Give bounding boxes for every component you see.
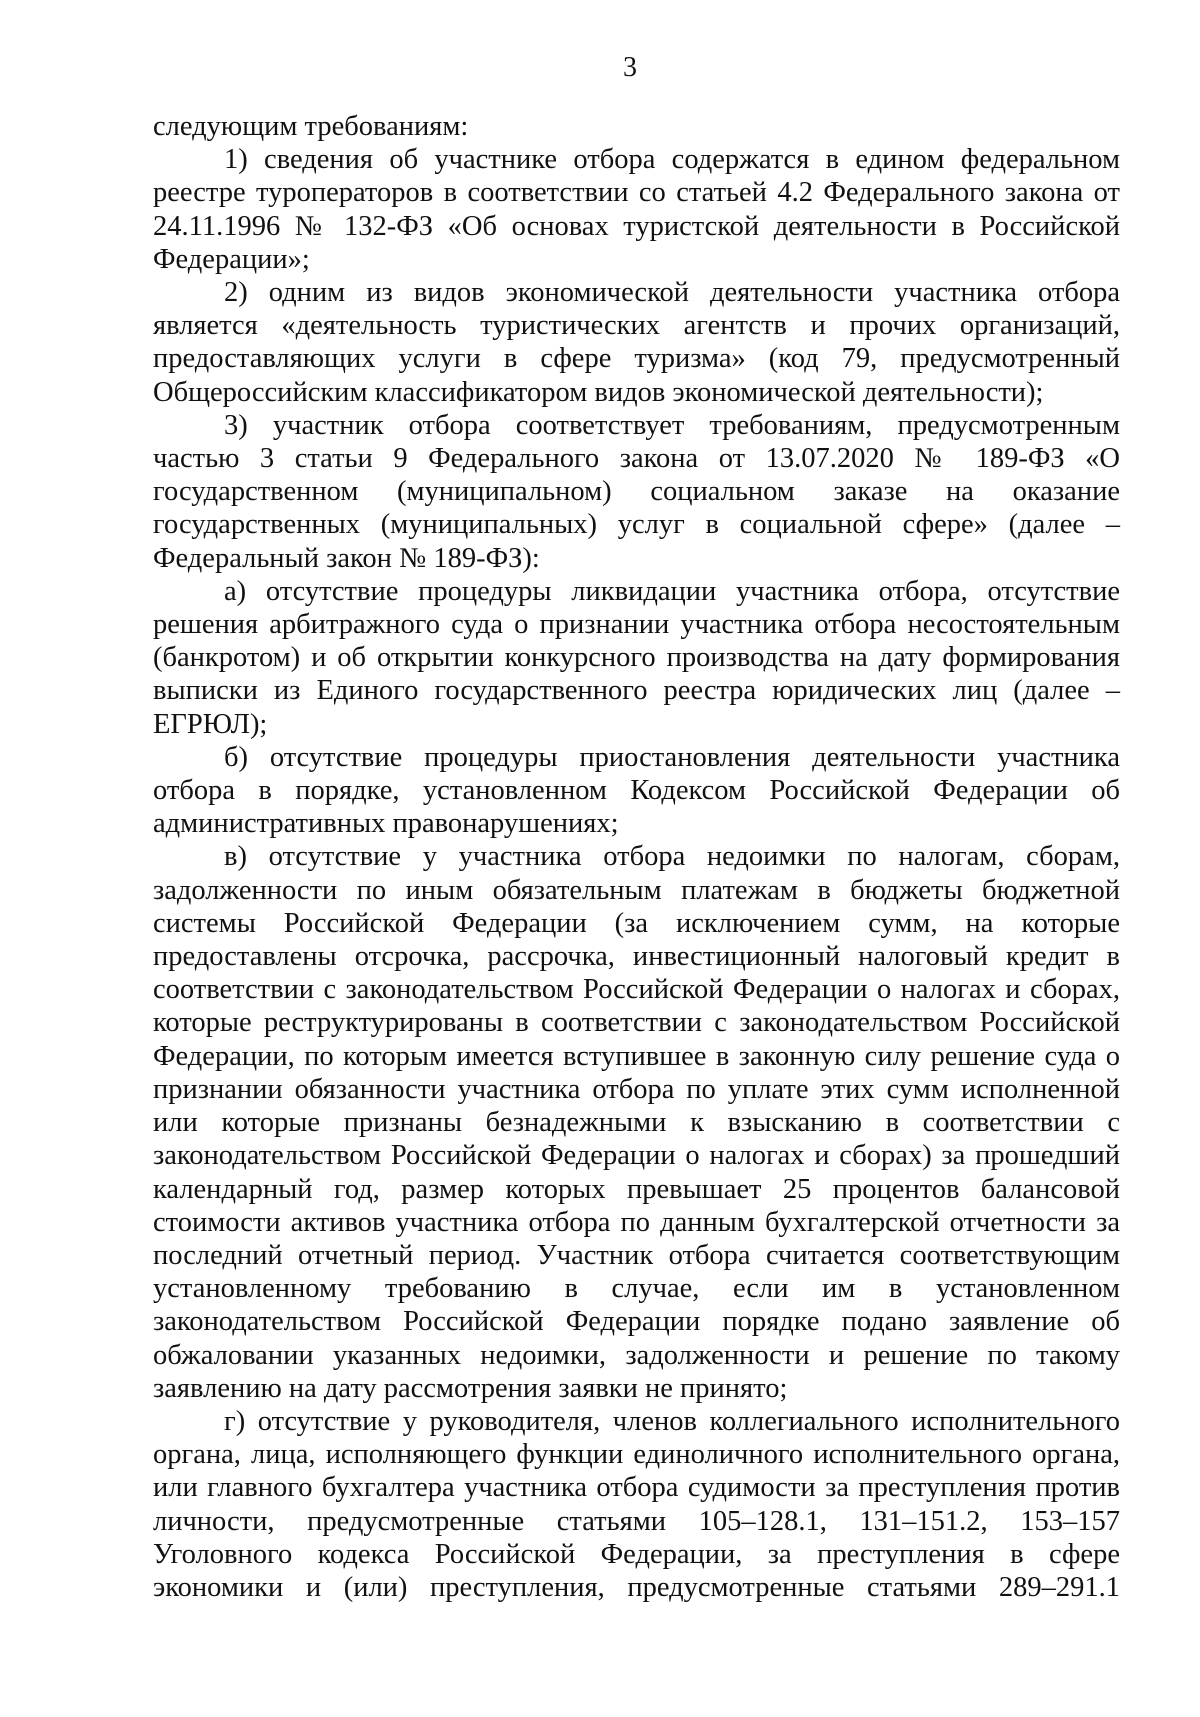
paragraph-subitem-v: в) отсутствие у участника отбора недоимки по налогам, сборам, задолженности по иным обязательным платежам в бюджеты бюджетной системы Российской Федерации (за исключением сумм, на которые предоставлены отсрочка, рассрочка, инвестиционный налоговый кредит в соответствии с законодательством Российской Федерации о налогах и сборах, которые реструктурированы в соответствии с законодательством Российской Федерации, по которым имеется вступившее в законную силу решение суда о признании обязанности участника отбора по уплате этих сумм исполненной или которые признаны безнадежными к взысканию в соответствии с законодательством Российской Федерации о налогах и сборах) за прошедший календарный год, размер которых превышает 25 процентов балансовой стоимости активов участника отбора по данным бухгалтерской отчетности за последний отчетный период. Участник отбора считается соответствующим установленному требованию в случае, если им в установленном законодательством Российской Федерации порядке подано заявление об обжаловании указанных недоимки, задолженности и решение по такому заявлению на дату рассмотрения заявки не принято; (153, 841, 1120, 1404)
paragraph-subitem-b: б) отсутствие процедуры приостановления деятельности участника отбора в порядке, установленном Кодексом Российской Федерации об административных правонарушениях; (153, 741, 1120, 840)
paragraph-subitem-g: г) отсутствие у руководителя, членов коллегиального исполнительного органа, лица, исполняющего функции единоличного исполнительного органа, или главного бухгалтера участника отбора судимости за преступления против личности, предусмотренные статьями 105–128.1, 131–151.2, 153–157 Уголовного кодекса Российской Федерации, за преступления в сфере экономики и (или) преступления, предусмотренные статьями 289–291.1 (153, 1405, 1120, 1603)
paragraph-item-2: 2) одним из видов экономической деятельности участника отбора является «деятельность туристических агентств и прочих организаций, предоставляющих услуги в сфере туризма» (код 79, предусмотренный Общероссийским классификатором видов экономической деятельности); (153, 277, 1120, 408)
document-body (153, 110, 1120, 1604)
page-number: 3 (623, 52, 637, 83)
paragraph-item-3: 3) участник отбора соответствует требованиям, предусмотренным частью 3 статьи 9 Федерального закона от 13.07.2020 № 189-ФЗ «О государственном (муниципальном) социальном заказе на оказание государственных (муниципальных) услуг в социальной сфере» (далее – Федеральный закон № 189-ФЗ): (153, 409, 1120, 574)
paragraph-intro: следующим требованиям: (153, 111, 469, 142)
paragraph-item-1: 1) сведения об участнике отбора содержатся в едином федеральном реестре туроператоров в соответствии со статьей 4.2 Федерального закона от 24.11.1996 № 132-ФЗ «Об основах туристской деятельности в Российской Федерации»; (153, 144, 1120, 275)
paragraph-subitem-a: а) отсутствие процедуры ликвидации участника отбора, отсутствие решения арбитражного суда о признании участника отбора несостоятельным (банкротом) и об открытии конкурсного производства на дату формирования выписки из Единого государственного реестра юридических лиц (далее – ЕГРЮЛ); (153, 575, 1120, 740)
